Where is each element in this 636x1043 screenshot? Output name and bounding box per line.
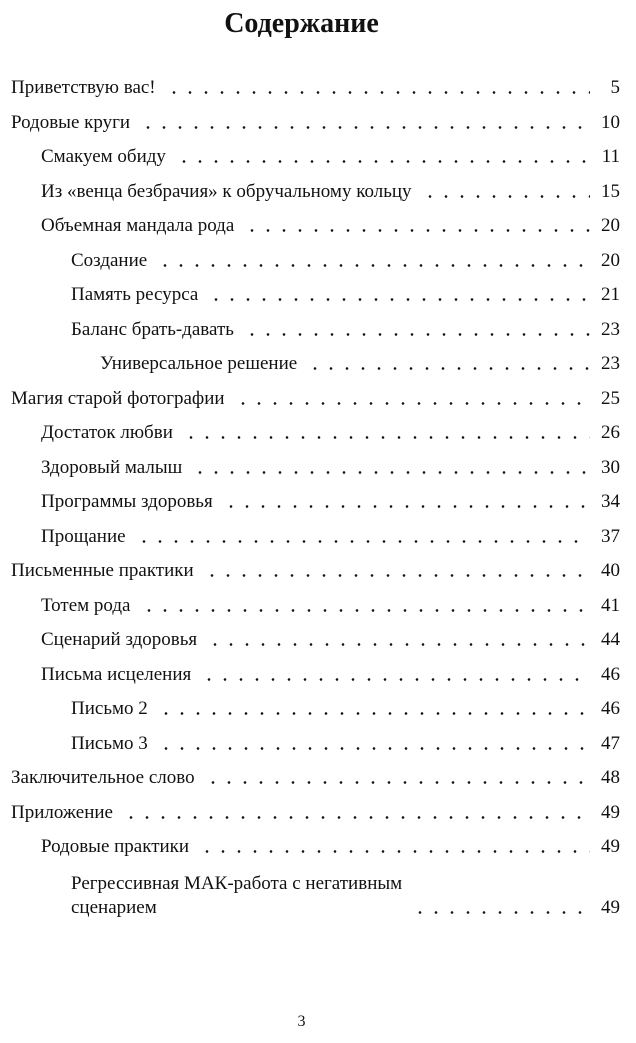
dot-leader — [141, 609, 591, 612]
toc-entry-page: 49 — [601, 836, 620, 857]
toc-entry[interactable] — [11, 766, 620, 790]
toc-entry-label: Приложение — [11, 802, 113, 823]
dot-leader — [422, 195, 590, 198]
toc-entry-page: 49 — [601, 802, 620, 823]
toc-entry[interactable] — [41, 594, 620, 618]
toc-entry-label: Письмо 2 — [71, 698, 148, 719]
toc-entry-label: Объемная мандала рода — [41, 215, 235, 236]
toc-entry-page: 46 — [601, 698, 620, 719]
toc-entry-page: 40 — [601, 560, 620, 581]
dot-leader — [204, 574, 590, 577]
dot-leader — [207, 643, 590, 646]
toc-entry[interactable] — [41, 421, 620, 445]
toc-entry-page: 34 — [601, 491, 620, 512]
toc-entry-page: 41 — [601, 595, 620, 616]
toc-entry-page: 20 — [601, 250, 620, 271]
dot-leader — [140, 126, 590, 129]
toc-entry[interactable] — [41, 456, 620, 480]
toc-entry-page: 30 — [601, 457, 620, 478]
toc-entry-label-block — [71, 872, 402, 920]
toc-entry-page: 48 — [601, 767, 620, 788]
toc-entry-label: Письменные практики — [11, 560, 194, 581]
toc-entry-label: Заключительное слово — [11, 767, 195, 788]
toc-entry-label: Письма исцеления — [41, 664, 192, 685]
toc-entry[interactable] — [71, 732, 620, 756]
toc-entry-page: 46 — [601, 664, 620, 685]
toc-entry-page: 20 — [601, 215, 620, 236]
toc-entry[interactable] — [11, 801, 620, 825]
toc-entry[interactable] — [71, 697, 620, 721]
dot-leader — [158, 712, 590, 715]
dot-leader — [208, 298, 590, 301]
dot-leader — [123, 816, 590, 819]
toc-entry-label: сценарием — [71, 897, 157, 918]
toc-entry-page: 26 — [601, 422, 620, 443]
toc-entry-page: 49 — [601, 897, 620, 918]
toc-entry-label: Регрессивная МАК-работа с негативным — [71, 873, 403, 894]
toc-entry-label: Приветствую вас! — [11, 77, 156, 98]
toc-entry-page: 5 — [610, 77, 620, 98]
toc-entry[interactable] — [71, 283, 620, 307]
dot-leader — [412, 911, 590, 914]
toc-entry-label: Достаток любви — [41, 422, 173, 443]
toc-entry-label: Тотем рода — [41, 595, 131, 616]
toc-entry-page: 21 — [601, 284, 620, 305]
toc-entry-label: Смакуем обиду — [41, 146, 166, 167]
toc-entry-label: Здоровый малыш — [41, 457, 183, 478]
dot-leader — [307, 367, 590, 370]
toc-entry-page: 10 — [601, 112, 620, 133]
toc-entry-label: Программы здоровья — [41, 491, 213, 512]
toc-entry-page: 44 — [601, 629, 620, 650]
toc-entry-label: Универсальное решение — [100, 353, 298, 374]
toc-entry-label: Из «венца безбрачия» к обручальному кольцу — [41, 181, 412, 202]
toc-entry-label: Создание — [71, 250, 148, 271]
toc-entry[interactable] — [41, 180, 620, 204]
toc-entry[interactable] — [41, 490, 620, 514]
toc-entry[interactable] — [71, 872, 620, 920]
toc-entry-page: 15 — [601, 181, 620, 202]
toc-entry-page: 47 — [601, 733, 620, 754]
toc-entry[interactable] — [41, 835, 620, 859]
dot-leader — [244, 229, 590, 232]
toc-entry-label: Баланс брать-давать — [71, 319, 234, 340]
dot-leader — [158, 747, 590, 750]
toc-entry[interactable] — [11, 387, 620, 411]
toc-entry[interactable] — [11, 111, 620, 135]
toc-entry-label: Письмо 3 — [71, 733, 148, 754]
page-title: Содержание — [224, 8, 379, 39]
dot-leader — [223, 505, 590, 508]
toc-entry-page: 11 — [601, 146, 620, 167]
dot-leader — [157, 264, 590, 267]
dot-leader — [176, 160, 590, 163]
toc-entry-label: Родовые практики — [41, 836, 190, 857]
toc-entry[interactable] — [41, 145, 620, 169]
dot-leader — [201, 678, 590, 681]
dot-leader — [136, 540, 590, 543]
toc-entry-label: Прощание — [41, 526, 126, 547]
toc-entry[interactable] — [71, 318, 620, 342]
toc-entry-page: 23 — [601, 353, 620, 374]
toc-entry[interactable] — [11, 76, 620, 100]
toc-entry[interactable] — [41, 525, 620, 549]
dot-leader — [244, 333, 590, 336]
toc-entry[interactable] — [41, 663, 620, 687]
toc-entry[interactable] — [41, 214, 620, 238]
page-number: 3 — [297, 1013, 306, 1030]
toc-entry[interactable] — [71, 249, 620, 273]
dot-leader — [235, 402, 590, 405]
dot-leader — [205, 781, 590, 784]
toc-entry-label: Память ресурса — [71, 284, 199, 305]
toc-entry-page: 25 — [601, 388, 620, 409]
toc-entry-label: Родовые круги — [11, 112, 131, 133]
toc-entry-label: Сценарий здоровья — [41, 629, 198, 650]
dot-leader — [199, 850, 590, 853]
toc-entry-page: 37 — [601, 526, 620, 547]
dot-leader — [192, 471, 590, 474]
toc-entry-label: Магия старой фотографии — [11, 388, 225, 409]
toc-entry[interactable] — [100, 352, 620, 376]
dot-leader — [183, 436, 590, 439]
toc-entry[interactable] — [41, 628, 620, 652]
toc-entry[interactable] — [11, 559, 620, 583]
dot-leader — [166, 91, 590, 94]
toc-entry-page: 23 — [601, 319, 620, 340]
